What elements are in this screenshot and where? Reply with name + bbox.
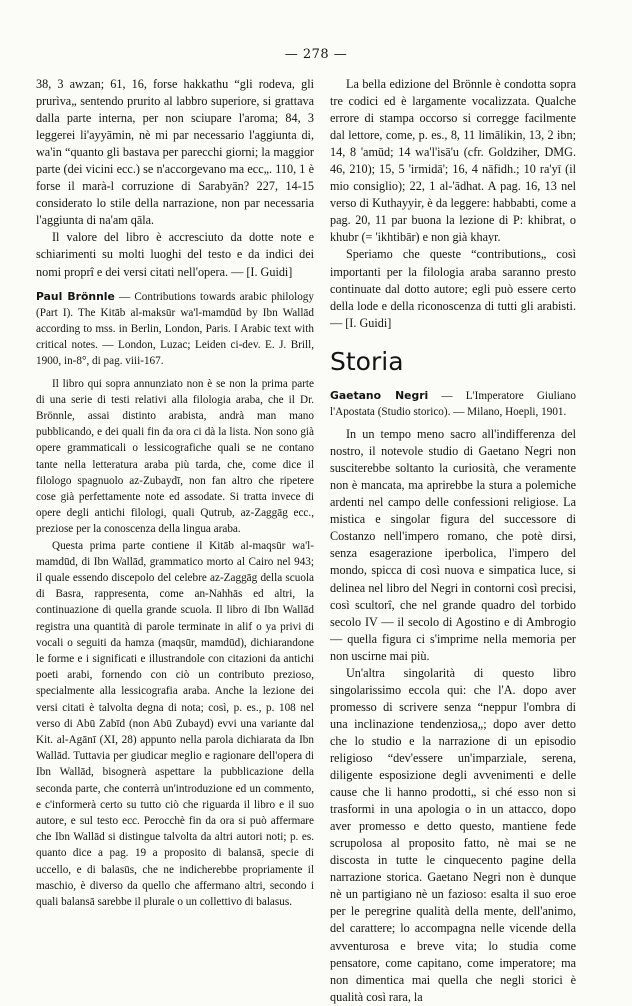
paragraph: Il libro qui sopra annunziato non è se non la prima parte di una serie di testi relativi alla filologia araba, che il Dr. Brönnle, assai distinto arabista, andrà man mano pubblicando, e dei quali fin da ora ci dà la lista. Non sono già opere grammaticali o lessicografiche quali se ne contano tante nella letteratura araba più tarda, che, come dice il filologo spagnuolo az-Zubaydī, non fan altro che ripetere cose già perfettamente note ed assodate. Si tratta invece di opere degli antichi filologi, quali Qutrub, az-Zaggāg ecc., preziose per la conoscenza della lingua araba. [36, 377, 314, 536]
review-header [36, 289, 314, 370]
paragraph: Un'altra singolarità di questo libro singolarissimo eccola qui: che l'A. dopo aver promesso di scrivere senza “neppur l'ombra di una inclinazione tendenziosa„; dopo aver detto che lo studio e la narrazione di un episodio religioso “dev'essere un'imparziale, serena, diligente esposizione degli avvenimenti e delle cause che li hanno prodotti„ si ché esso non si trasformi in una apologia o in un attacco, dopo aver promesso e detto questo, mantiene fede scrupolosa al proposito fatto, nè mai se ne discosta in tutte le cinquecento pagine della narrazione storica. Gaetano Negri non è dunque nè un partigiano nè un fazioso: esalta il suo eroe per le peregrine qualità della mente, dell'animo, del carattere; lo accompagna nelle vicende della avventurosa e breve vita; lo studia come pensatore, come capitano, come imperatore; ma non dimentica mai quella che negli storici è qualità così rara, la [330, 665, 576, 1004]
review-header [330, 388, 576, 420]
right-column [330, 76, 576, 1006]
paragraph: La bella edizione del Brönnle è condotta sopra tre codici ed è largamente vocalizzata. Qualche errore di stampa occorso si corregge facilmente dal lettore, come, p. es., 8, 11 limālikin, 13, 2 ibn; 14, 8 'amūd; 14 wa'l'isā'u (cfr. Goldziher, DMG. 46, 210); 15, 5 'irmidā'; 16, 4 nāfidh.; 10 ra'yī (il mio consiglio); 22, 1 al-'ādhat. A pag. 16, 13 nel verso di Kuthayyir, è da leggere: habbabti, come a pag. 20, 11 par buona la lezione di P: khibrat, o khubr (= 'ikhtibār) e non già khayr. [330, 77, 576, 245]
paragraph: Questa prima parte contiene il Kitāb al-maqsūr wa'l-mamdūd, di Ibn Wallād, grammatico morto al Cairo nel 943; il quale essendo discepolo del celebre az-Zaggāg della scuola di Basra, rappresenta, come an-Nahhās ed altri, la continuazione di quella grande scuola. Il libro di Ibn Wallād registra una quantità di parole terminate in alif o ya privi di vocali o seguiti da hamza (maqsūr, mamdūd), dichiarandone le forme e i significati e illustrandole con citazioni da antichi poeti arabi, fornendo con ciò un contributo prezioso, specialmente alla lessicografia araba. Anche la lezione dei versi citati è talvolta degna di nota; così, p. es., p. 108 nel verso di Abū Zabīd (non Abū Zubayd) evvi una variante dal Kit. al-Agānī (XI, 28) appunto nella parola dichiarata da Ibn Wallād. Tuttavia per giudicar meglio e ragionare dell'opera di Ibn Wallād, bisognerà aspettare la pubblicazione della seconda parte, che conterrà un'introduzione ed un commento, e c'informerà certo su tutto ciò che riguarda il libro e il suo autore, e sul testo ecc. Perocchè fin da ora si può affermare che Ibn Wallād si distingue talvolta da altri autori noti; p. es. quanto dice a pag. 19 a proposito di balansā, specie di uccello, e di balasūs, che ne indicherebbe propriamente il maschio, è diverso da quello che affermano altri, secondo i quali balansā sarebbe il plurale o un collettivo di balasus. [36, 539, 314, 909]
page-number: — 278 — [284, 47, 348, 62]
paragraph: 38, 3 awzan; 61, 16, forse hakkathu “gli rodeva, gli prurìva„ sentendo prurito al labbro superiore, si grattava dalla parte interna, per non sciupare l'aroma; 84, 3 leggerei li'ayyāmin, nè mi par necessario l'aggiunta di, wa'in “quanto gli bastava per parecchi giorni; la maggior parte (dei vicini ecc.) se n'accorgevano ma ecc„. 110, 1 è forse il marà-l corruzione di Sarabyān? 227, 14-15 considerato lo stile della narrazione, non par necessaria l'aggiunta di na'am qāla. [36, 77, 314, 228]
section-title: Storia [330, 346, 404, 376]
left-column [36, 76, 314, 910]
review-title: — Contributions towards arabic philology (Part I). The Kitāb al-maksūr wa'l-mamdūd by Ibn Wallād according to mss. in Berlin, London, Paris. I Arabic text with critical notes. — London, Luzac; Leiden ci-dev. E. J. Brill, 1900, in-8°, di pag. viii-167. [36, 290, 314, 368]
review-title: — L'Imperatore Giuliano l'Apostata (Studio storico). — Milano, Hoepli, 1901. [330, 389, 576, 418]
paragraph: Speriamo che queste “contributions„ così importanti per la filologia araba saranno presto continuate dal dotto autore; egli può essere certo della lode e della riconoscenza di tutti gli arabisti. — [I. Guidi] [330, 247, 576, 330]
paragraph: Il valore del libro è accresciuto da dotte note e schiarimenti su molti luoghi del testo e da indici dei nomi proprî e dei versi citati nell'opera. — [I. Guidi] [36, 230, 314, 279]
paragraph: In un tempo meno sacro all'indifferenza del nostro, il notevole studio di Gaetano Negri non susciterebbe soltanto la curiosità, che veramente non è mancata, ma aprirebbe la stura a polemiche ardenti nel campo delle confessioni religiose. La mistica e singolar figura del successore di Costanzo nell'impero romano, che potè dirsi, senza esagerazione iperbolica, l'impero del mondo, spicca di così nuova e simpatica luce, si delinea nel libro del Negri in contorni così precisi, così scultorî, che nel grande quadro del torbido secolo IV — il secolo di Agostino e di Ambrogio — quella figura ci s'imprime nella memoria per non uscirne mai più. [330, 427, 576, 663]
review-author: Gaetano Negri [330, 388, 429, 402]
review-author: Paul Brönnle [36, 289, 115, 303]
